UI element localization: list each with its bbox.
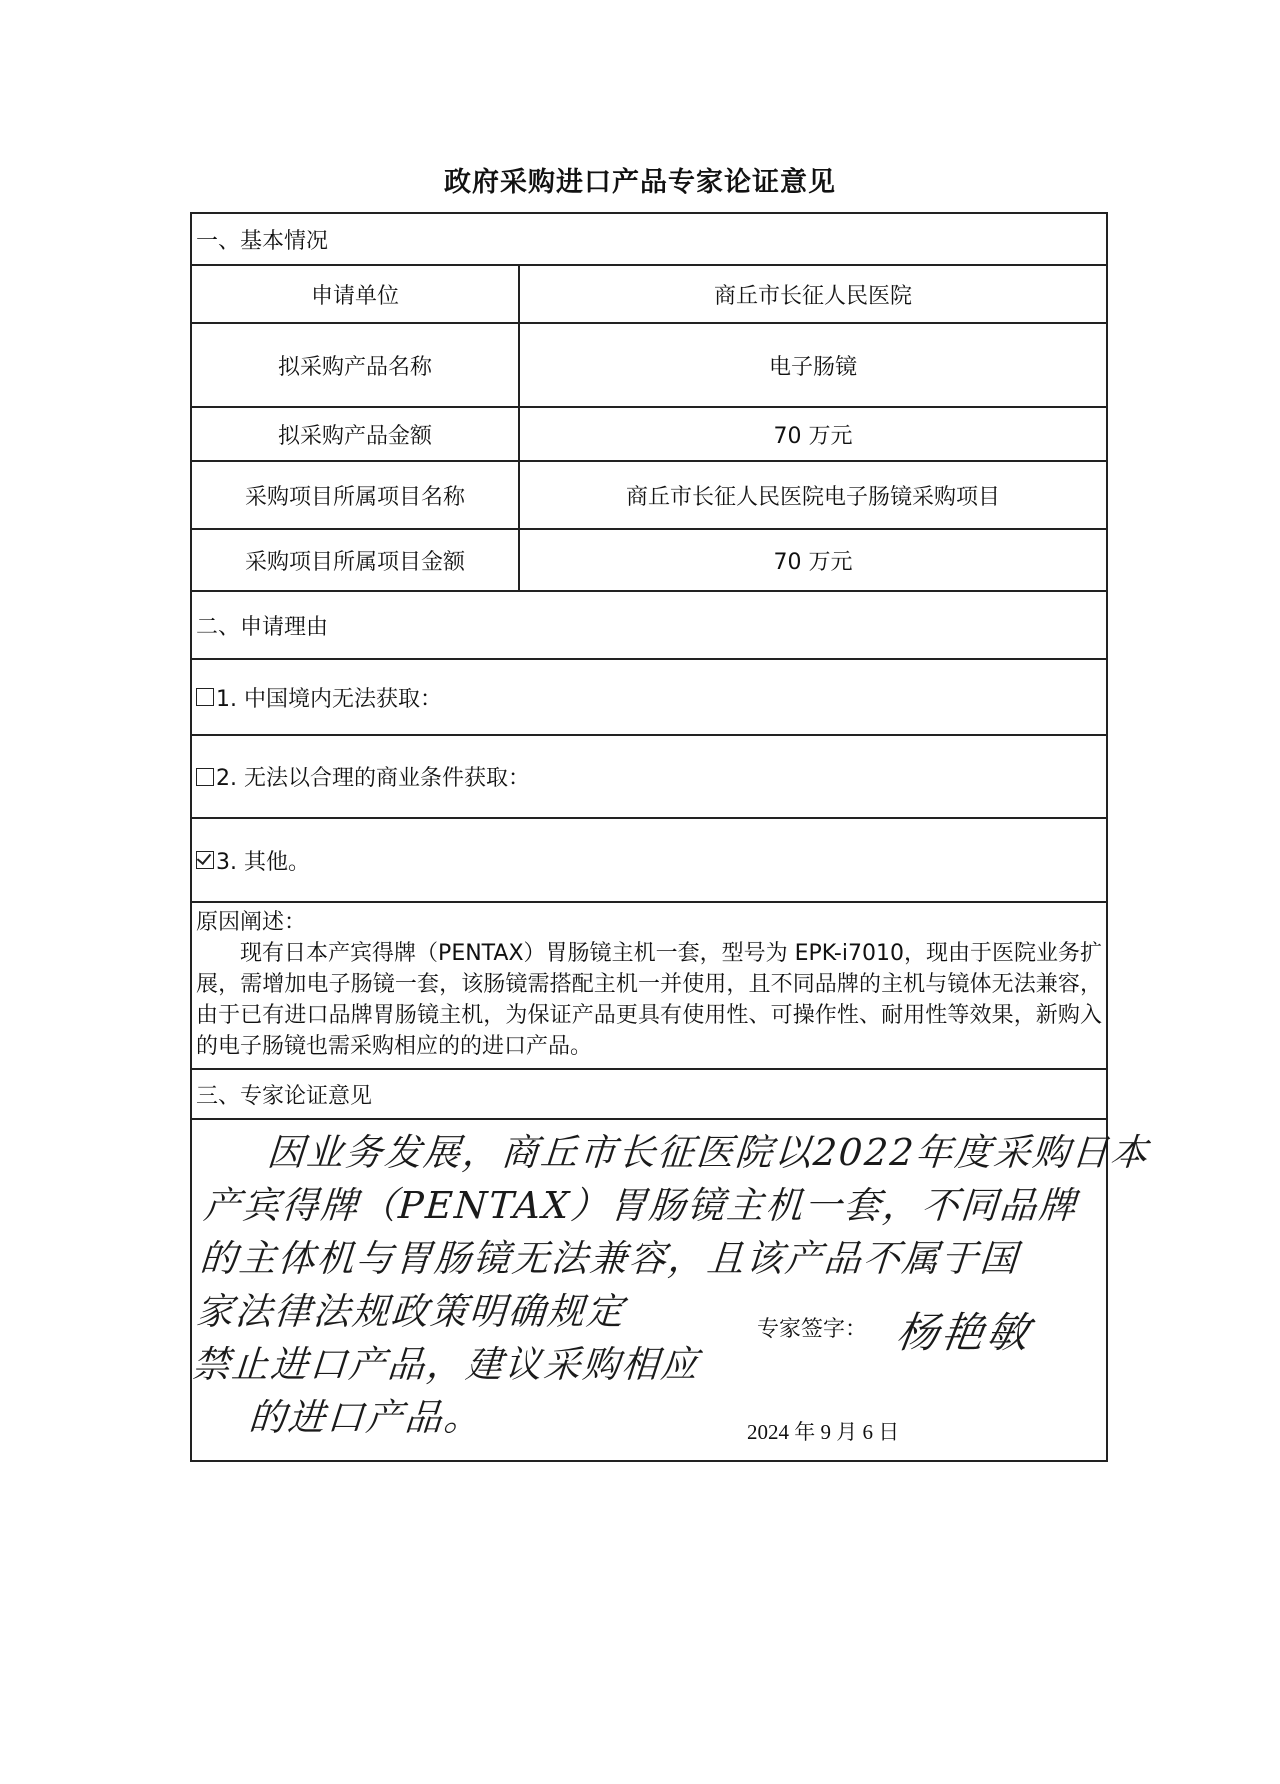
row-label-product-amount: 拟采购产品金额 (192, 408, 520, 460)
section-basic-info-heading (192, 214, 1106, 266)
handwritten-line: 的进口产品。 (247, 1396, 485, 1439)
option-row (192, 819, 1106, 903)
reason-title: 原因阐述： (196, 910, 307, 935)
row-value-product-name: 电子肠镜 (768, 354, 857, 380)
option-label-3: 3. 其他。 (216, 849, 310, 875)
reason-block (192, 903, 1106, 1070)
row-label-project-amount: 采购项目所属项目金额 (192, 530, 520, 590)
checkbox-option-1[interactable] (196, 688, 214, 706)
row-label-product-name: 拟采购产品名称 (192, 324, 520, 406)
section-heading-text: 一、基本情况 (196, 228, 329, 254)
handwritten-line: 家法律法规政策明确规定 (194, 1290, 627, 1333)
handwritten-line: 禁止进口产品，建议采购相应 (190, 1343, 701, 1386)
table-row (192, 530, 1106, 592)
row-value-project-name: 商丘市长征人民医院电子肠镜采购项目 (625, 484, 1000, 510)
handwritten-opinion (187, 1126, 1151, 1444)
handwritten-line: 的主体机与胃肠镜无法兼容，且该产品不属于国 (198, 1237, 1021, 1280)
document-title: 政府采购进口产品专家论证意见 (444, 167, 836, 198)
row-label-applicant: 申请单位 (192, 266, 520, 322)
row-label-project-name: 采购项目所属项目名称 (192, 462, 520, 528)
row-value-applicant: 商丘市长征人民医院 (713, 283, 912, 309)
handwritten-line: 产宾得牌（PENTAX）胃肠镜主机一套，不同品牌 (202, 1184, 1080, 1227)
section-heading-text: 三、专家论证意见 (196, 1083, 373, 1109)
option-label-2: 2. 无法以合理的商业条件获取： (216, 766, 530, 791)
section-expert-opinion-heading (192, 1070, 1106, 1120)
signature-label: 专家签字： (757, 1317, 868, 1342)
handwritten-line: 因业务发展，商丘市长征医院以2022年度采购日本 (265, 1131, 1151, 1174)
option-row (192, 660, 1106, 736)
row-value-project-amount: 70 万元 (773, 549, 853, 575)
option-label-1: 1. 中国境内无法获取： (216, 686, 442, 712)
signature-date: 2024 年 9 月 6 日 (747, 1420, 900, 1444)
table-row (192, 408, 1106, 462)
row-value-product-amount: 70 万元 (773, 423, 853, 449)
expert-opinion-box (190, 1120, 1151, 1460)
reason-body: 现有日本产宾得牌（PENTAX）胃肠镜主机一套，型号为 EPK-i7010，现由于医院业务扩展，需增加电子肠镜一套，该肠镜需搭配主机一并使用，且不同品牌的主机与镜体无法兼容，由于已有进口品牌胃肠镜主机，为保证产品更具有使用性、可操作性、耐用性等效果，新购入的电子肠镜也需采购相应的的进口产品。 (196, 941, 1102, 1059)
section-heading-text: 二、申请理由 (196, 614, 329, 640)
checkbox-option-3-checked[interactable] (196, 851, 214, 869)
table-row (192, 462, 1106, 530)
checkbox-option-2[interactable] (196, 768, 214, 786)
table-row (192, 324, 1106, 408)
expert-signature: 杨艳敏 (893, 1308, 1036, 1357)
section-reason-heading (192, 592, 1106, 660)
form-table (190, 212, 1151, 1462)
table-row (192, 266, 1106, 324)
option-row (192, 736, 1106, 819)
